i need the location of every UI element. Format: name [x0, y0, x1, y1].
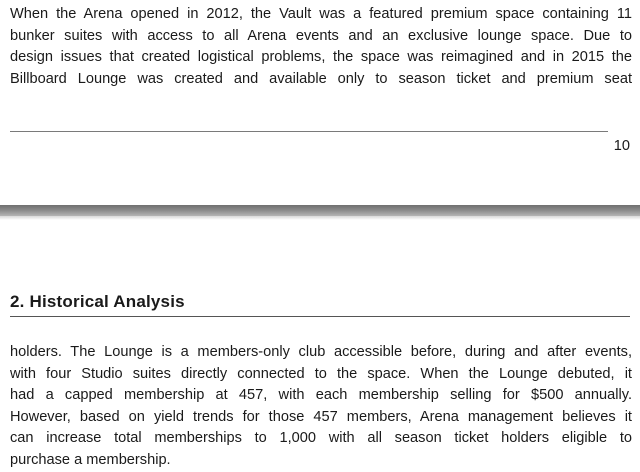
page-break-shadow	[0, 216, 640, 220]
paragraph-line: However, based on yield trends for those 457 members, Arena management believes it	[10, 408, 632, 425]
paragraph-line: with four Studio suites directly connected to the space. When the Lounge debuted, it	[10, 365, 632, 382]
paragraph-line: bunker suites with access to all Arena events and an exclusive lounge space. Due to	[10, 27, 632, 44]
paragraph-line: Billboard Lounge was created and available only to season ticket and premium seat	[10, 70, 632, 87]
body-paragraph-vault-history	[10, 4, 632, 90]
paragraph-line: had a capped membership at 457, with each membership selling for $500 annually.	[10, 387, 632, 404]
paragraph-line: purchase a membership.	[10, 451, 171, 468]
body-paragraph-lounge	[10, 342, 632, 472]
paragraph-line: design issues that created logistical problems, the space was reimagined and in 2015 the	[10, 49, 632, 66]
heading-rule	[10, 316, 630, 317]
section-heading: 2. Historical Analysis	[10, 292, 185, 311]
paragraph-line: can increase total memberships to 1,000 with all season ticket holders eligible to	[10, 430, 632, 447]
page-number: 10	[613, 138, 630, 154]
paragraph-line: When the Arena opened in 2012, the Vault was a featured premium space containing 11	[10, 6, 632, 22]
paragraph-line: holders. The Lounge is a members-only club accessible before, during and after events,	[10, 344, 632, 360]
document-page-upper	[0, 0, 640, 205]
page-break-separator	[0, 205, 640, 216]
footer-rule	[10, 131, 608, 132]
